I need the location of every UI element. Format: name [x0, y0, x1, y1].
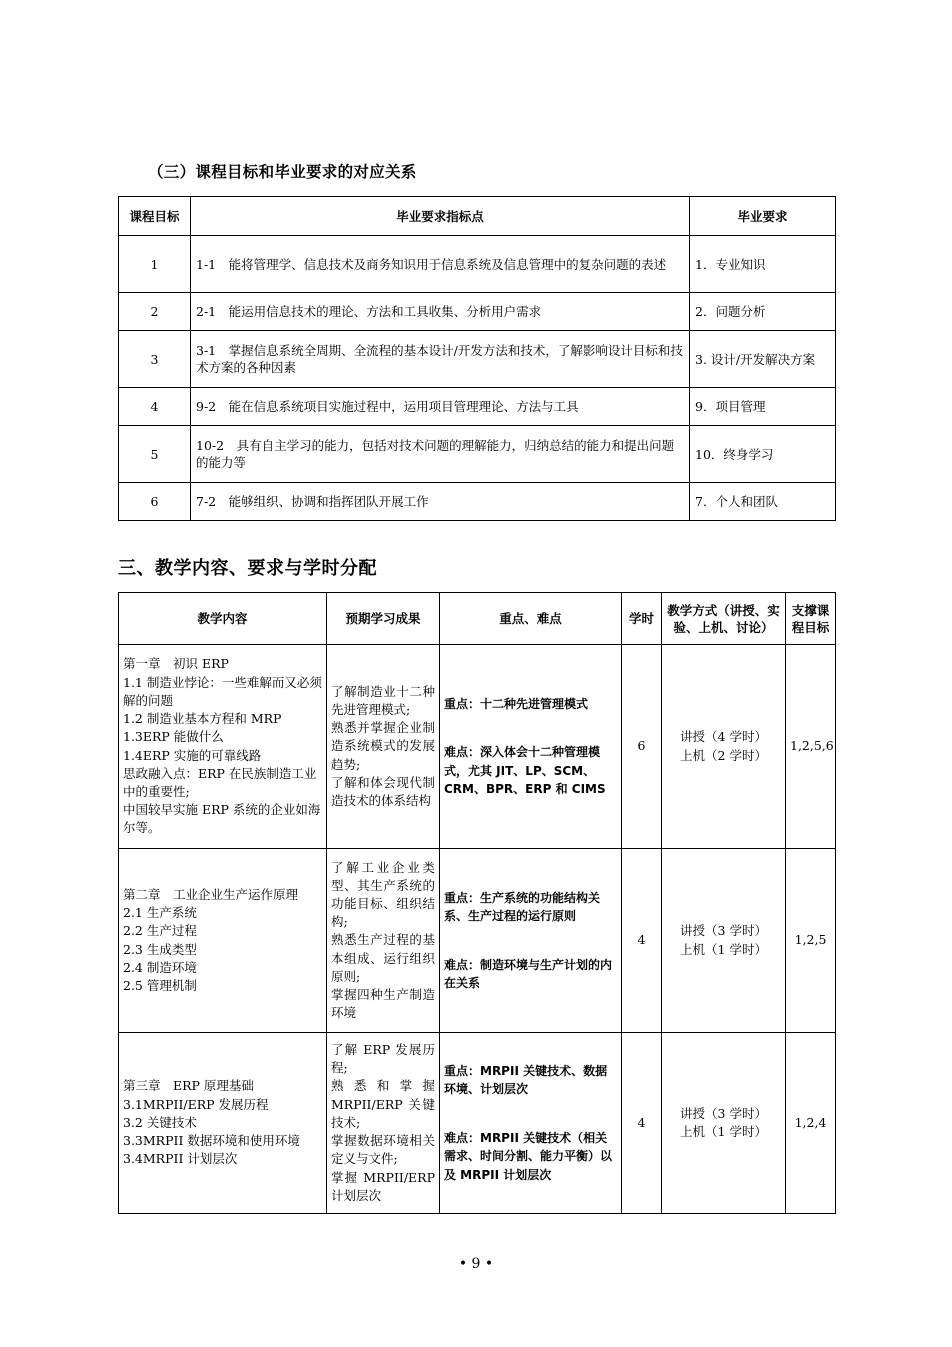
header-indicator: 毕业要求指标点: [191, 197, 690, 236]
outcome-line: 了解 ERP 发展历程;: [331, 1042, 435, 1076]
method-line: 上机（2 学时）: [680, 747, 767, 763]
section-heading: 三、教学内容、要求与学时分配: [118, 558, 377, 579]
goal-cell: 1: [119, 236, 191, 293]
table-row: [119, 236, 836, 293]
indicator-cell: 3-1 掌握信息系统全周期、全流程的基本设计/开发方法和技术，了解影响设计目标和技术方案的各种因素: [191, 331, 690, 388]
outcome-line: 掌握数据环境相关定义与文件;: [331, 1133, 435, 1167]
goal-cell: 6: [119, 483, 191, 521]
method-cell: [662, 645, 786, 849]
table-row: [119, 849, 836, 1033]
outcome-line: 熟悉并掌握企业制造系统模式的发展趋势;: [331, 720, 435, 772]
outcome-line: 了解工业企业类型、其生产系统的功能目标、组织结构;: [331, 859, 435, 930]
indicator-cell: 7-2 能够组织、协调和指挥团队开展工作: [191, 483, 690, 521]
outcome-line: 了解制造业十二种先进管理模式;: [331, 683, 435, 717]
table-row: [119, 388, 836, 426]
table-row: [119, 1033, 836, 1214]
table-row: [119, 331, 836, 388]
goals-cell: 1,2,5: [786, 849, 836, 1033]
hours-cell: 6: [622, 645, 662, 849]
content-line: 第二章 工业企业生产运作原理: [123, 886, 299, 902]
outcomes-cell: [327, 849, 440, 1033]
content-line: 思政融入点：ERP 在民族制造工业中的重要性;: [123, 765, 317, 799]
table-header-row: [119, 593, 836, 645]
key-points-cell: [440, 849, 622, 1033]
content-line: 2.2 生产过程: [123, 923, 197, 939]
teaching-content-table: [118, 592, 836, 1214]
content-line: 1.1 制造业悖论：一些难解而又必须解的问题: [123, 674, 322, 708]
requirement-cell: 3. 设计/开发解决方案: [690, 331, 836, 388]
outcome-line: 了解和体会现代制造技术的体系结构: [331, 774, 435, 808]
header-method: 教学方式（讲授、实验、上机、讨论）: [662, 593, 786, 645]
content-line: 1.4ERP 实施的可靠线路: [123, 747, 262, 763]
key-point: 重点：MRPII 关键技术、数据环境、计划层次: [444, 1063, 608, 1097]
key-points-cell: [440, 645, 622, 849]
content-line: 1.2 制造业基本方程和 MRP: [123, 711, 282, 727]
outcome-line: 掌握四种生产制造环境: [331, 987, 435, 1021]
outcome-line: 熟悉和掌握 MRPII/ERP 关键技术;: [331, 1078, 435, 1130]
header-content: 教学内容: [119, 593, 327, 645]
key-points-cell: [440, 1033, 622, 1214]
difficult-point: 难点：深入体会十二种管理模式，尤其 JIT、LP、SCM、CRM、BPR、ERP 和 CIMS: [444, 745, 606, 796]
content-line: 第三章 ERP 原理基础: [123, 1078, 254, 1094]
method-cell: [662, 1033, 786, 1214]
content-line: 2.1 生产系统: [123, 905, 197, 921]
requirement-cell: 2．问题分析: [690, 293, 836, 331]
method-line: 讲授（4 学时）: [680, 729, 767, 745]
table-header-row: [119, 197, 836, 236]
goal-cell: 5: [119, 426, 191, 483]
content-cell: [119, 645, 327, 849]
requirement-cell: 1．专业知识: [690, 236, 836, 293]
outcome-line: 熟悉生产过程的基本组成、运行组织原则;: [331, 932, 435, 984]
hours-cell: 4: [622, 849, 662, 1033]
indicator-cell: 9-2 能在信息系统项目实施过程中，运用项目管理理论、方法与工具: [191, 388, 690, 426]
section-sub-heading: （三）课程目标和毕业要求的对应关系: [148, 163, 417, 181]
course-goals-table: [118, 196, 836, 521]
indicator-cell: 10-2 具有自主学习的能力，包括对技术问题的理解能力，归纳总结的能力和提出问题的能力等: [191, 426, 690, 483]
header-hours: 学时: [622, 593, 662, 645]
content-line: 3.2 关键技术: [123, 1114, 197, 1130]
table-row: [119, 293, 836, 331]
content-line: 3.1MRPII/ERP 发展历程: [123, 1096, 269, 1112]
goal-cell: 3: [119, 331, 191, 388]
method-line: 讲授（3 学时）: [680, 923, 767, 939]
method-cell: [662, 849, 786, 1033]
content-line: 2.5 管理机制: [123, 977, 197, 993]
content-line: 中国较早实施 ERP 系统的企业如海尔等。: [123, 802, 321, 836]
difficult-point: 难点：MRPII 关键技术（相关需求、时间分割、能力平衡）以及 MRPII 计划层次: [444, 1130, 613, 1182]
header-outcomes: 预期学习成果: [327, 593, 440, 645]
content-line: 3.3MRPII 数据环境和使用环境: [123, 1133, 300, 1149]
content-line: 2.3 生成类型: [123, 941, 197, 957]
method-line: 讲授（3 学时）: [680, 1105, 767, 1121]
goal-cell: 2: [119, 293, 191, 331]
content-cell: [119, 1033, 327, 1214]
content-line: 3.4MRPII 计划层次: [123, 1151, 238, 1167]
content-cell: [119, 849, 327, 1033]
page-number: • 9 •: [458, 1256, 494, 1272]
content-line: 2.4 制造环境: [123, 959, 197, 975]
hours-cell: 4: [622, 1033, 662, 1214]
indicator-cell: 2-1 能运用信息技术的理论、方法和工具收集、分析用户需求: [191, 293, 690, 331]
table-row: [119, 426, 836, 483]
goals-cell: 1,2,4: [786, 1033, 836, 1214]
requirement-cell: 7．个人和团队: [690, 483, 836, 521]
key-point: 重点：生产系统的功能结构关系、生产过程的运行原则: [444, 890, 601, 923]
indicator-cell: 1-1 能将管理学、信息技术及商务知识用于信息系统及信息管理中的复杂问题的表述: [191, 236, 690, 293]
requirement-cell: 10．终身学习: [690, 426, 836, 483]
outcomes-cell: [327, 645, 440, 849]
content-line: 1.3ERP 能做什么: [123, 729, 224, 745]
method-line: 上机（1 学时）: [680, 1124, 767, 1139]
header-goals: 支撑课程目标: [786, 593, 836, 645]
header-requirement: 毕业要求: [690, 197, 836, 236]
key-point: 重点：十二种先进管理模式: [444, 696, 589, 711]
header-course-goal: 课程目标: [119, 197, 191, 236]
goals-cell: 1,2,5,6: [786, 645, 836, 849]
difficult-point: 难点：制造环境与生产计划的内在关系: [444, 957, 613, 990]
outcome-line: 掌握 MRPII/ERP 计划层次: [331, 1169, 435, 1203]
method-line: 上机（1 学时）: [680, 941, 767, 957]
requirement-cell: 9．项目管理: [690, 388, 836, 426]
table-row: [119, 645, 836, 849]
table-row: [119, 483, 836, 521]
content-line: 第一章 初识 ERP: [123, 656, 229, 672]
goal-cell: 4: [119, 388, 191, 426]
header-key-points: 重点、难点: [440, 593, 622, 645]
outcomes-cell: [327, 1033, 440, 1214]
